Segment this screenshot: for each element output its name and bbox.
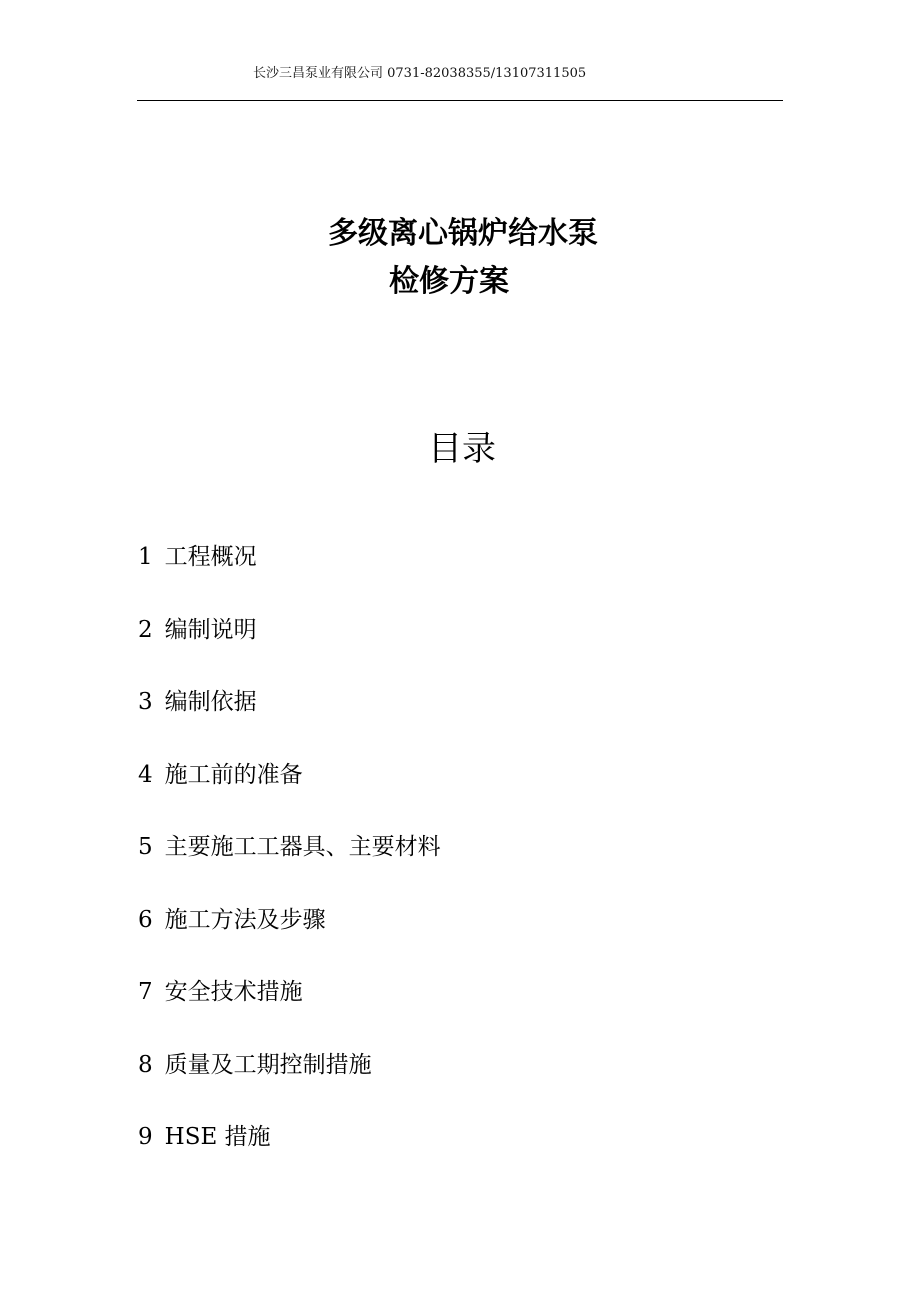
toc-item	[138, 825, 778, 898]
toc-item-label: 施工方法及步骤	[164, 906, 326, 933]
table-of-contents	[138, 535, 778, 1188]
toc-item-number: 2	[138, 616, 153, 643]
toc-item-label: HSE 措施	[164, 1124, 271, 1150]
toc-item-number: 3	[138, 689, 153, 715]
toc-item-number: 9	[138, 1124, 153, 1150]
toc-item-number: 8	[138, 1051, 153, 1078]
toc-item	[138, 535, 778, 608]
toc-item	[138, 898, 778, 971]
header-divider	[137, 100, 783, 101]
toc-item	[138, 753, 778, 826]
toc-heading: 目录	[428, 429, 496, 469]
toc-item	[138, 680, 778, 753]
document-title	[0, 210, 920, 306]
toc-item-label: 编制说明	[164, 616, 257, 643]
toc-item	[138, 1115, 778, 1188]
toc-item	[138, 608, 778, 681]
page-header	[0, 64, 920, 86]
toc-item	[138, 1043, 778, 1116]
toc-item-number: 1	[138, 544, 153, 570]
toc-item-label: 主要施工工器具、主要材料	[164, 834, 441, 860]
toc-item-label: 质量及工期控制措施	[164, 1051, 372, 1078]
toc-item-label: 工程概况	[164, 544, 257, 570]
toc-item-label: 施工前的准备	[164, 761, 303, 788]
title-line-1: 多级离心锅炉给水泵	[328, 216, 598, 251]
toc-item-number: 7	[138, 979, 153, 1005]
header-company-contact: 长沙三昌泵业有限公司 0731-82038355/13107311505	[253, 66, 587, 81]
toc-item-label: 编制依据	[164, 689, 257, 715]
toc-item-number: 6	[138, 906, 153, 933]
toc-item-number: 5	[138, 834, 153, 860]
toc-item-label: 安全技术措施	[164, 979, 303, 1005]
toc-item-number: 4	[138, 761, 153, 788]
title-line-2: 检修方案	[389, 264, 509, 299]
toc-item	[138, 970, 778, 1043]
